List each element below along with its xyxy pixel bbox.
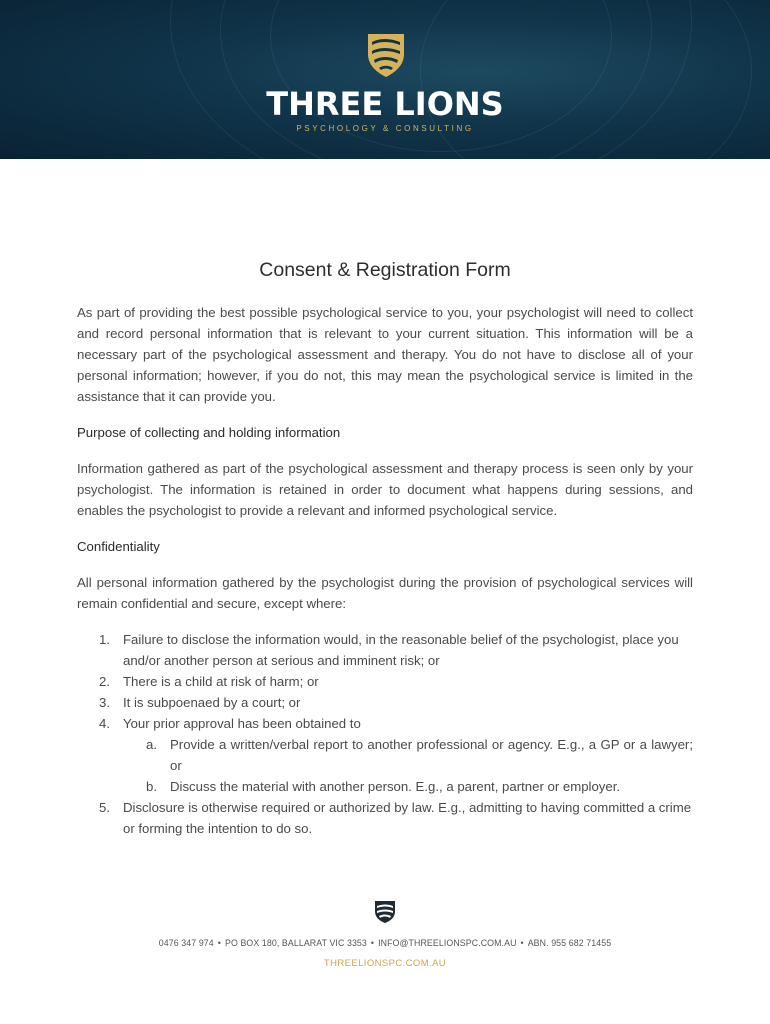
list-item: 5. Disclosure is otherwise required or authorized by law. E.g., admitting to having committed a crime or forming the intention to do so. — [99, 800, 692, 836]
footer-abn: ABN. 955 682 71455 — [527, 938, 612, 948]
intro-paragraph: As part of providing the best possible psychological service to you, your psychologist will need to collect and record personal information that is relevant to your current situation. This information will be a necessary part of the psychological assessment and therapy. You do not have to disclose all of your personal information; however, if you do not, this may mean the psychological service is limited in the assistance that it can provide you. — [77, 305, 693, 404]
purpose-heading: Purpose of collecting and holding information — [77, 425, 341, 440]
page-title: Consent & Registration Form — [259, 259, 511, 281]
footer-address: PO BOX 180, BALLARAT VIC 3353 — [224, 938, 367, 948]
list-item: 3. It is subpoenaed by a court; or — [99, 695, 301, 710]
footer-contact-line: 0476 347 974 • PO BOX 180, BALLARAT VIC 3353 • INFO@THREELIONSPC.COM.AU • ABN. 955 682 71455 — [158, 938, 612, 948]
exceptions-list — [77, 629, 693, 839]
footer-shield-icon — [374, 900, 396, 924]
confidentiality-paragraph: All personal information gathered by the psychologist during the provision of psychological services will remain confidential and secure, except where: — [77, 575, 693, 611]
purpose-paragraph: Information gathered as part of the psychological assessment and therapy process is seen only by your psychologist. The information is retained in order to document what happens during sessions, and enables the psychologist to provide a relevant and informed psychological service. — [77, 461, 693, 518]
brand-tagline: PSYCHOLOGY & CONSULTING — [296, 124, 474, 133]
sub-list-item: a. Provide a written/verbal report to another professional or agency. E.g., a GP or a lawyer; or — [146, 737, 693, 773]
lion-shield-logo-icon — [366, 32, 406, 78]
letterhead-banner — [0, 0, 770, 159]
list-item: 2. There is a child at risk of harm; or — [99, 674, 319, 689]
confidentiality-heading: Confidentiality — [77, 539, 160, 554]
approval-sublist — [123, 734, 693, 797]
form-body — [77, 302, 693, 839]
brand-name: THREE LIONS — [266, 85, 504, 123]
background-swirl — [420, 0, 752, 159]
list-item: 1. Failure to disclose the information would, in the reasonable belief of the psychologist, place you and/or another person at serious and imminent risk; or — [99, 632, 679, 668]
list-item: 4. Your prior approval has been obtained to a. Provide a written/verbal report to another professional or agency. E.g., a GP or a lawyer; or b. Discuss the material with another person. E.g., a parent, partner or employer. — [77, 713, 693, 797]
sub-list-item: b. Discuss the material with another person. E.g., a parent, partner or employer. — [146, 779, 621, 794]
footer-website-link[interactable]: THREELIONSPC.COM.AU — [323, 958, 447, 969]
footer-phone: 0476 347 974 — [158, 938, 214, 948]
footer-email[interactable]: INFO@THREELIONSPC.COM.AU — [378, 938, 517, 948]
